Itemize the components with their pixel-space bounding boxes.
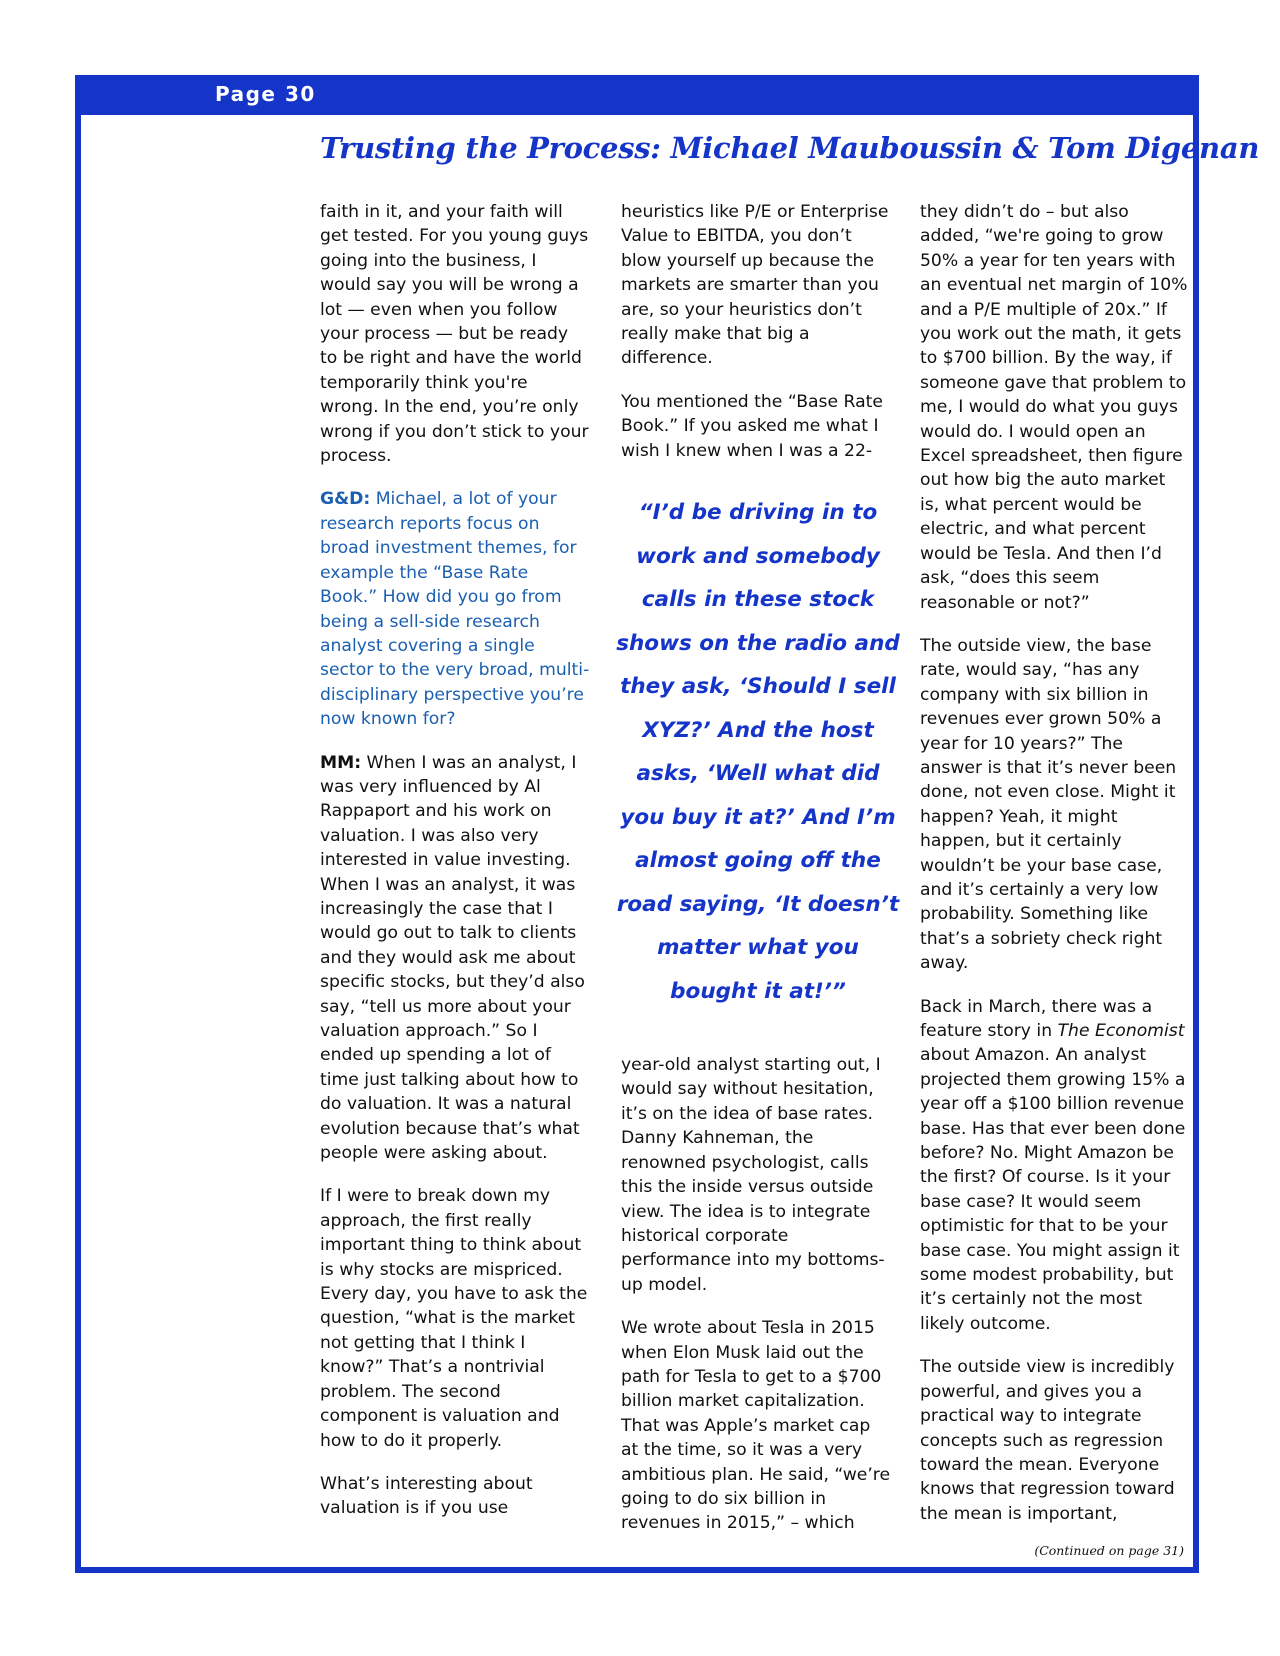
paragraph: year-old analyst starting out, I would say without hesitation, it’s on the idea of base rates. Danny Kahneman, the renowned psychologist, calls this the inside versus outside view. The idea is to integrate historical corporate performance into my bottoms-up model. bbox=[621, 1055, 885, 1295]
pull-quote: “I’d be driving in to work and somebody calls in these stock shows on the radio and they ask, ‘Should I sell XYZ?’ And the host asks, ‘Well what did you buy it at?’ And I’m almost going off the road saying, ‘It doesn’t matter what you bought it at!’” bbox=[616, 500, 900, 1004]
page-number: Page 30 bbox=[215, 82, 316, 106]
paragraph: What’s interesting about valuation is if you use bbox=[320, 1473, 533, 1519]
answer-text: When I was an analyst, I was very influenced by Al Rappaport and his work on valuation. I was also very interested in value investing. When I was an analyst, it was increasingly the case that I would go out to talk to clients and they would ask me about specific stocks, but they’d also say, “tell us more about your valuation approach.” So I ended up spending a lot of time just talking about how to do valuation. It was a natural evolution because that’s what people were asking about. bbox=[320, 752, 585, 1164]
column-2 bbox=[616, 200, 900, 1555]
paragraph: If I were to break down my approach, the first really important thing to think about is why stocks are mispriced. Every day, you have to ask the question, “what is the market not getting that I think I know?” That’s a nontrivial problem. The second component is valuation and how to do it properly. bbox=[320, 1186, 588, 1451]
paragraph: they didn’t do – but also added, “we're going to grow 50% a year for ten years with an eventual net margin of 10% and a P/E multiple of 20x.” If you work out the math, it gets to $700 billion. By the way, if someone gave that problem to me, I would do what you guys would do. I would open an Excel spreadsheet, then figure out how big the auto market is, what percent would be electric, and what percent would be Tesla. And then I’d ask, “does this seem reasonable or not?” bbox=[920, 202, 1188, 613]
paragraph: The outside view is incredibly powerful, and gives you a practical way to integrate concepts such as regression toward the mean. Everyone knows that regression toward the mean is important, bbox=[920, 1357, 1175, 1524]
text-run: about Amazon. An analyst projected them growing 15% a year off a $100 billion revenue base. Has that ever been done before? No. Might Amazon be the first? Of course. Is it your base case? It would seem optimistic for that to be your base case. You might assign it some modest probability, but it’s certainly not the most likely outcome. bbox=[920, 1045, 1186, 1334]
continued-note: (Continued on page 31) bbox=[1034, 1543, 1184, 1558]
text-run: Back in March, there was a feature story in bbox=[920, 996, 1153, 1041]
paragraph: You mentioned the “Base Rate Book.” If you asked me what I wish I knew when I was a 22- bbox=[621, 391, 883, 461]
column-1 bbox=[320, 200, 590, 1540]
column-3 bbox=[920, 200, 1190, 1545]
question-speaker: G&D: bbox=[320, 489, 371, 510]
paragraph: heuristics like P/E or Enterprise Value to EBITDA, you don’t blow yourself up because the markets are smarter than you are, so your heuristics don’t really make that big a difference. bbox=[621, 202, 889, 369]
publication-name: The Economist bbox=[1057, 1021, 1185, 1041]
paragraph: We wrote about Tesla in 2015 when Elon Musk laid out the path for Tesla to get to a $700 billion market capitalization. That was Apple’s market cap at the time, so it was a very ambitious plan. He said, “we’re going to do six billion in revenues in 2015,” – which bbox=[621, 1318, 891, 1534]
interview-answer bbox=[320, 751, 590, 1166]
paragraph: The outside view, the base rate, would say, “has any company with six billion in revenues ever grown 50% a year for 10 years?” The answer is that it’s never been done, not even close. Might it happen? Yeah, it might happen, but it certainly wouldn’t be your base case, and it’s certainly a very low probability. Something like that’s a sobriety check right away. bbox=[920, 635, 1177, 974]
paragraph bbox=[920, 995, 1190, 1337]
paragraph: faith in it, and your faith will get tested. For you young guys going into the business, I would say you will be wrong a lot — even when you follow your process — but be ready to be right and have the world temporarily think you're wrong. In the end, you’re only wrong if you don’t stick to your process. bbox=[320, 202, 589, 467]
answer-speaker: MM: bbox=[320, 752, 362, 773]
article-title: Trusting the Process: Michael Mauboussin & Tom Digenan bbox=[320, 131, 1260, 165]
question-text: Michael, a lot of your research reports focus on broad investment themes, for example the “Base Rate Book.” How did you go from being a sell-side research analyst covering a single sector to the very broad, multi-disciplinary perspective you’re now known for? bbox=[320, 489, 590, 730]
interview-question bbox=[320, 487, 590, 731]
